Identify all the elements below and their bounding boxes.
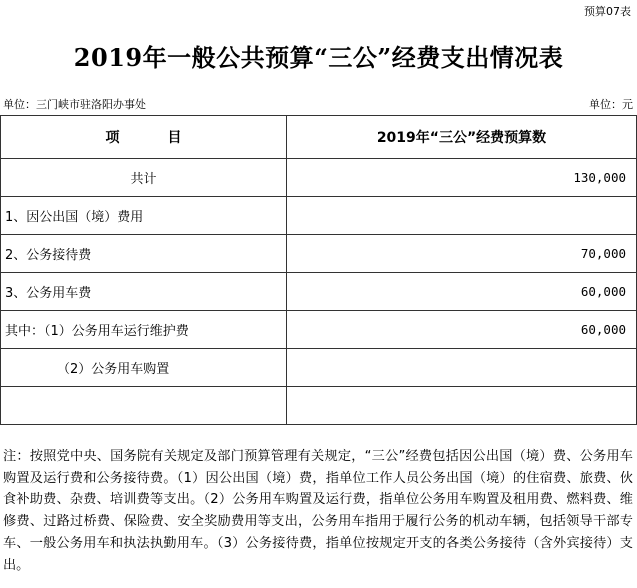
table-row (1, 387, 637, 425)
header-item (1, 116, 287, 159)
row-value: 130,000 (287, 159, 637, 197)
row-value: 60,000 (287, 311, 637, 349)
row-label: 共计 (1, 159, 287, 197)
budget-table (0, 115, 637, 425)
row-value: 70,000 (287, 235, 637, 273)
row-label: 其中：（1）公务用车运行维护费 (1, 311, 287, 349)
form-number: 预算07表 (584, 5, 631, 18)
table-row (1, 273, 637, 311)
table-header-row (1, 116, 637, 159)
table-row (1, 197, 637, 235)
table-row (1, 311, 637, 349)
row-label: 1、因公出国（境）费用 (1, 197, 287, 235)
row-label: 3、公务用车费 (1, 273, 287, 311)
row-label: 2、公务接待费 (1, 235, 287, 273)
page-title: 2019年一般公共预算“三公”经费支出情况表 (73, 43, 564, 72)
table-row-total (1, 159, 637, 197)
header-amount: 2019年“三公”经费预算数 (287, 116, 637, 159)
row-value (287, 197, 637, 235)
table-row (1, 235, 637, 273)
row-value: 60,000 (287, 273, 637, 311)
row-label (1, 387, 287, 425)
row-label: （2）公务用车购置 (1, 349, 287, 387)
header-item-char-a: 项 (105, 130, 120, 146)
header-item-char-b: 目 (167, 130, 182, 146)
row-value (287, 387, 637, 425)
unit-currency: 单位：元 (589, 98, 633, 111)
unit-organization: 单位：三门峡市驻洛阳办事处 (3, 98, 146, 111)
footnote: 注：按照党中央、国务院有关规定及部门预算管理有关规定，“三公”经费包括因公出国（境）费、公务用车购置及运行费和公务接待费。（1）因公出国（境）费，指单位工作人员公务出国（境）的住宿费、旅费、伙食补助费、杂费、培训费等支出。（2）公务用车购置及运行费，指单位公务用车购置及租用费、燃料费、维修费、过路过桥费、保险费、安全奖励费用等支出，公务用车指用于履行公务的机动车辆，包括领导干部专车、一般公务用车和执法执勤用车。（3）公务接待费，指单位按规定开支的各类公务接待（含外宾接待）支出。 (3, 449, 633, 573)
row-value (287, 349, 637, 387)
table-row (1, 349, 637, 387)
